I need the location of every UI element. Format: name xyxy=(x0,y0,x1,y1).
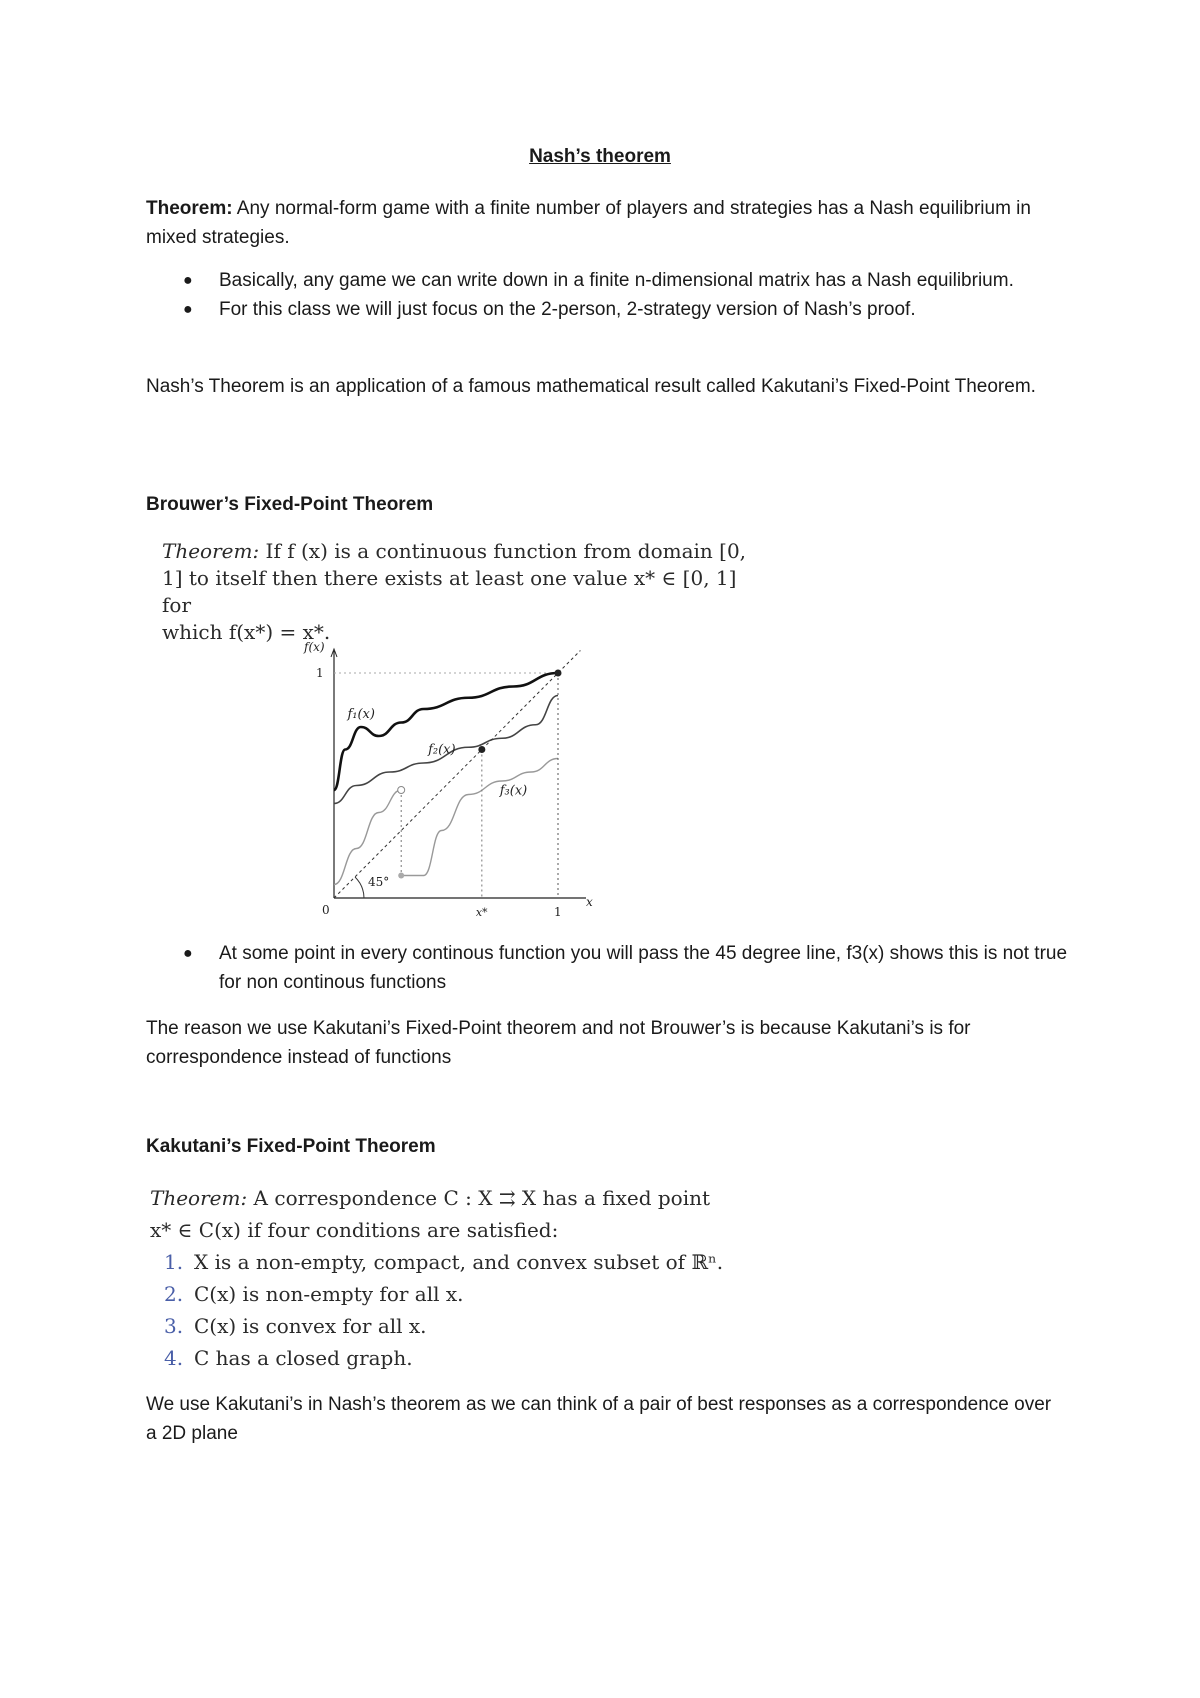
kakutani-line-1 xyxy=(150,1182,770,1214)
list-item xyxy=(183,939,1069,997)
list-item xyxy=(183,266,1039,295)
reason-paragraph: The reason we use Kakutani’s Fixed-Point theorem and not Brouwer’s is because Kakutani’s is for correspondence instead of functions xyxy=(146,1018,971,1068)
kakutani-intro-paragraph: Nash’s Theorem is an application of a famous mathematical result called Kakutani’s Fixed-Point Theorem. xyxy=(146,376,1036,397)
open-point xyxy=(398,787,405,794)
bullet-list-1 xyxy=(183,266,1039,324)
kakutani-line-2: x* ∈ C(x) if four conditions are satisfied: xyxy=(150,1218,559,1242)
list-item xyxy=(183,295,1039,324)
kakutani-theorem-label: Theorem: xyxy=(150,1186,248,1210)
bullet-icon: ● xyxy=(183,301,193,318)
angle-label: 45° xyxy=(368,875,390,889)
bullet-icon: ● xyxy=(183,272,193,289)
condition-number: 1. xyxy=(164,1250,184,1274)
brouwer-line-2: 1] to itself then there exists at least one value x* ∈ [0, 1] for xyxy=(162,566,737,617)
condition-number: 2. xyxy=(164,1282,184,1306)
list-item-text: For this class we will just focus on the 2-person, 2-strategy version of Nash’s proof. xyxy=(219,299,916,320)
brouwer-line-1 xyxy=(162,538,762,565)
x-axis-label: x xyxy=(586,895,593,909)
condition-number: 3. xyxy=(164,1314,184,1338)
angle-arc xyxy=(355,877,364,898)
list-item-text: Basically, any game we can write down in a finite n-dimensional matrix has a Nash equilibrium. xyxy=(219,270,1014,291)
y-axis-label: f(x) xyxy=(304,640,325,654)
brouwer-heading: Brouwer’s Fixed-Point Theorem xyxy=(146,494,434,515)
series-label-f3: f₃(x) xyxy=(499,783,528,799)
page-title: Nash’s theorem xyxy=(529,146,671,167)
condition-text: X is a non-empty, compact, and convex subset of ℝⁿ. xyxy=(194,1250,724,1274)
condition-number: 4. xyxy=(164,1346,184,1370)
series-f3-left xyxy=(334,790,401,885)
theorem-paragraph xyxy=(146,194,1046,252)
kakutani-condition xyxy=(150,1310,770,1342)
fixed-point xyxy=(555,670,562,677)
kakutani-condition xyxy=(150,1342,770,1374)
list-item-text: At some point in every continous function you will pass the 45 degree line, f3(x) shows this is not true for non continous functions xyxy=(219,943,1068,993)
series-label-f2: f₂(x) xyxy=(428,742,456,758)
condition-text: C(x) is non-empty for all x. xyxy=(194,1282,464,1306)
kakutani-line-1-text: A correspondence C : X ⇉ X has a fixed point xyxy=(247,1186,711,1210)
brouwer-line-3: which f(x*) = x*. xyxy=(162,620,331,644)
kakutani-heading: Kakutani’s Fixed-Point Theorem xyxy=(146,1136,436,1157)
kakutani-condition xyxy=(150,1278,770,1310)
theorem-label: Theorem: xyxy=(146,198,233,219)
series-label-f1: f₁(x) xyxy=(347,707,375,722)
theorem-text: Any normal-form game with a finite number of players and strategies has a Nash equilibrium in mixed strategies. xyxy=(146,198,1031,248)
fixed-point xyxy=(478,746,485,753)
brouwer-line-1-text: If f (x) is a continuous function from domain [0, xyxy=(259,539,747,563)
kakutani-condition xyxy=(150,1246,770,1278)
bullet-list-2 xyxy=(183,939,1069,997)
brouwer-chart xyxy=(290,628,610,928)
kakutani-theorem-box xyxy=(150,1182,770,1374)
brouwer-theorem-label: Theorem: xyxy=(162,539,260,563)
bullet-icon: ● xyxy=(183,945,193,962)
condition-text: C(x) is convex for all x. xyxy=(194,1314,427,1338)
y-tick-label: 1 xyxy=(316,666,324,680)
series-f3-right xyxy=(401,759,558,876)
x-tick-label: 0 xyxy=(322,903,330,917)
condition-text: C has a closed graph. xyxy=(194,1346,413,1370)
final-paragraph: We use Kakutani’s in Nash’s theorem as we can think of a pair of best responses as a correspondence over a 2D plane xyxy=(146,1394,1052,1444)
series-45-line xyxy=(334,651,580,899)
x-tick-label: 1 xyxy=(554,905,562,919)
x-tick-label: x* xyxy=(475,906,488,919)
closed-point xyxy=(398,873,404,879)
